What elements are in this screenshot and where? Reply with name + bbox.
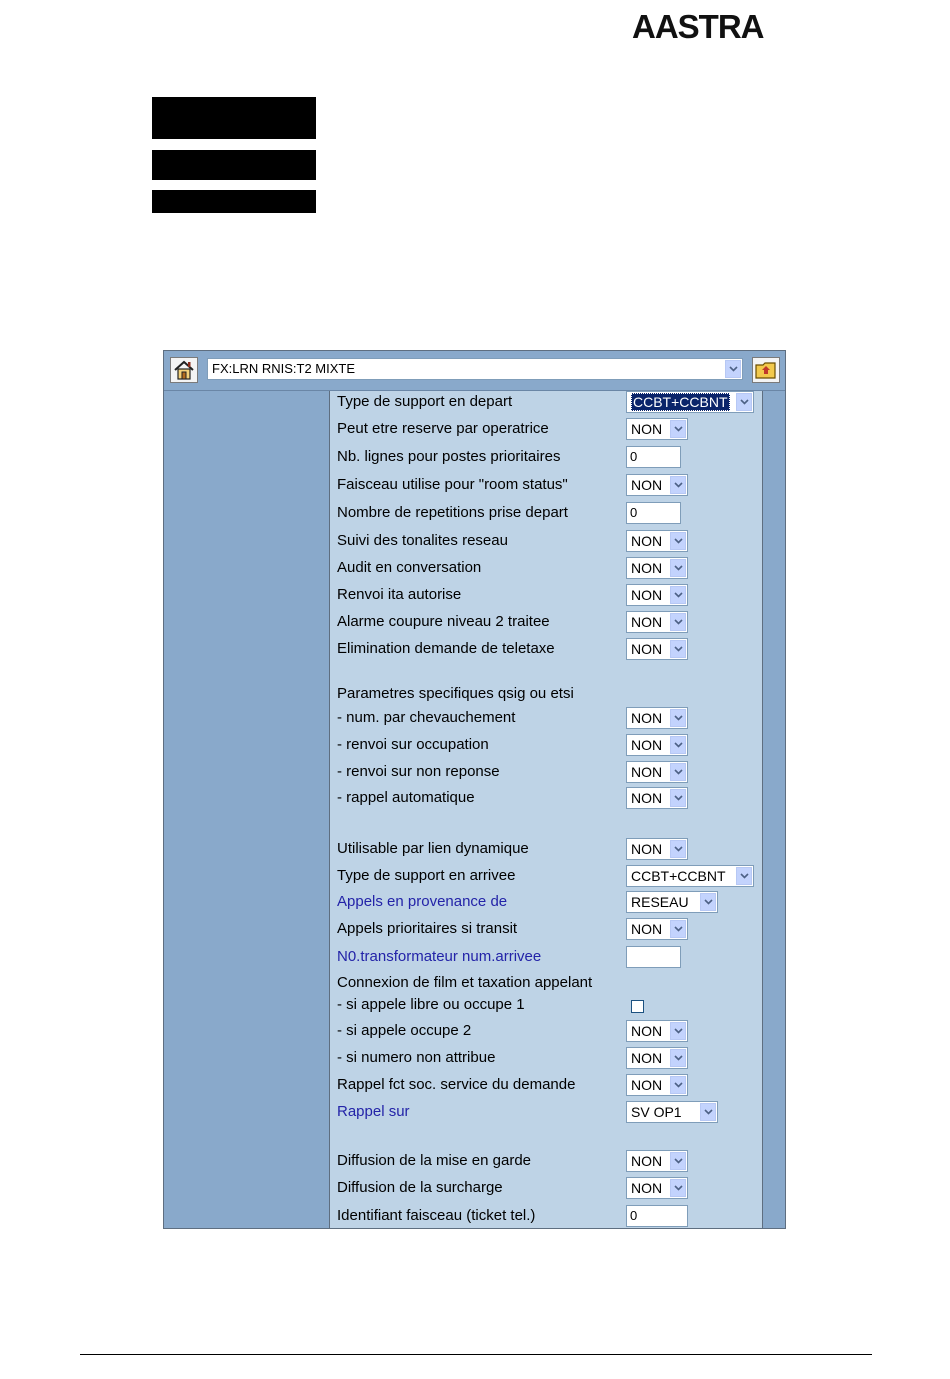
chevron-down-icon	[670, 920, 686, 938]
type-support-depart-select[interactable]: CCBT+CCBNT	[626, 391, 754, 413]
redacted-bar	[152, 190, 316, 213]
logo-text: AASTRA	[632, 8, 764, 45]
transformateur-link[interactable]: N0.transformateur num.arrivee	[337, 948, 542, 965]
row-label: Suivi des tonalites reseau	[337, 532, 508, 549]
chevron-down-icon	[670, 532, 686, 550]
audit-conversation-select[interactable]: NON	[626, 557, 688, 579]
chevron-down-icon	[670, 613, 686, 631]
row-label: Rappel fct soc. service du demande	[337, 1076, 576, 1093]
lien-dynamique-select[interactable]: NON	[626, 838, 688, 860]
row-label: - rappel automatique	[337, 789, 475, 806]
elimination-teletaxe-select[interactable]: NON	[626, 638, 688, 660]
chevron-down-icon	[670, 1049, 686, 1067]
room-status-select[interactable]: NON	[626, 474, 688, 496]
chevron-down-icon	[670, 789, 686, 807]
chevron-down-icon	[670, 476, 686, 494]
row-label: - si numero non attribue	[337, 1049, 496, 1066]
numero-non-attribue-select[interactable]: NON	[626, 1047, 688, 1069]
footer-divider	[80, 1354, 872, 1355]
path-select[interactable]	[207, 358, 743, 380]
home-icon	[171, 358, 197, 382]
row-label: Audit en conversation	[337, 559, 482, 576]
chevron-down-icon	[700, 1103, 716, 1121]
toolbar	[164, 351, 785, 391]
row-label: Nb. lignes pour postes prioritaires	[337, 448, 561, 465]
chevron-down-icon	[670, 709, 686, 727]
chevron-down-icon	[670, 1179, 686, 1197]
chevron-down-icon	[670, 736, 686, 754]
appele-occupe-select[interactable]: NON	[626, 1020, 688, 1042]
row-label: Identifiant faisceau (ticket tel.)	[337, 1207, 536, 1224]
row-label: Utilisable par lien dynamique	[337, 840, 529, 857]
type-support-arrivee-select[interactable]: CCBT+CCBNT	[626, 865, 754, 887]
row-label: Peut etre reserve par operatrice	[337, 420, 549, 437]
row-label: Diffusion de la mise en garde	[337, 1152, 532, 1169]
chevron-down-icon	[725, 360, 741, 378]
reserve-operatrice-select[interactable]: NON	[626, 418, 688, 440]
home-button[interactable]	[170, 357, 198, 383]
redacted-bar	[152, 97, 316, 139]
chevron-down-icon	[670, 1022, 686, 1040]
chevron-down-icon	[670, 1152, 686, 1170]
chevron-down-icon	[670, 586, 686, 604]
chevron-down-icon	[670, 640, 686, 658]
renvoi-occupation-select[interactable]: NON	[626, 734, 688, 756]
rappel-fct-soc-select[interactable]: NON	[626, 1074, 688, 1096]
rappel-sur-select[interactable]: SV OP1	[626, 1101, 718, 1123]
row-label: - si appele libre ou occupe 1	[337, 996, 525, 1013]
row-label: Diffusion de la surcharge	[337, 1179, 503, 1196]
row-label: Elimination demande de teletaxe	[337, 640, 555, 657]
row-label: - num. par chevauchement	[337, 709, 516, 726]
section-heading: Parametres specifiques qsig ou etsi	[337, 685, 574, 702]
folder-icon	[753, 358, 779, 382]
alarme-coupure-select[interactable]: NON	[626, 611, 688, 633]
mise-en-garde-select[interactable]: NON	[626, 1150, 688, 1172]
folder-button[interactable]	[752, 357, 780, 383]
chevron-down-icon	[670, 1076, 686, 1094]
row-label: Appels prioritaires si transit	[337, 920, 518, 937]
row-label: Faisceau utilise pour "room status"	[337, 476, 568, 493]
chevron-down-icon	[670, 763, 686, 781]
chevron-down-icon	[670, 840, 686, 858]
appels-provenance-link[interactable]: Appels en provenance de	[337, 893, 508, 910]
row-label: Alarme coupure niveau 2 traitee	[337, 613, 550, 630]
appels-prioritaires-select[interactable]: NON	[626, 918, 688, 940]
transformateur-input[interactable]	[626, 946, 681, 968]
renvoi-non-reponse-select[interactable]: NON	[626, 761, 688, 783]
row-label: Type de support en arrivee	[337, 867, 516, 884]
surcharge-select[interactable]: NON	[626, 1177, 688, 1199]
rappel-sur-link[interactable]: Rappel sur	[337, 1103, 410, 1120]
nb-lignes-input[interactable]: 0	[626, 446, 681, 468]
aastra-logo	[630, 8, 815, 48]
row-label: Renvoi ita autorise	[337, 586, 462, 603]
suivi-tonalites-select[interactable]: NON	[626, 530, 688, 552]
repetitions-input[interactable]: 0	[626, 502, 681, 524]
row-label: Type de support en depart	[337, 393, 513, 410]
renvoi-ita-select[interactable]: NON	[626, 584, 688, 606]
left-pane	[164, 391, 330, 1228]
config-window	[163, 350, 786, 1229]
row-label: - renvoi sur occupation	[337, 736, 489, 753]
right-pane	[762, 391, 785, 1228]
row-label: - renvoi sur non reponse	[337, 763, 500, 780]
chevron-down-icon	[736, 867, 752, 885]
rappel-automatique-select[interactable]: NON	[626, 787, 688, 809]
redacted-bar	[152, 150, 316, 180]
row-label: Nombre de repetitions prise depart	[337, 504, 568, 521]
chevron-down-icon	[670, 559, 686, 577]
appels-provenance-select[interactable]: RESEAU	[626, 891, 718, 913]
path-value: FX:LRN RNIS:T2 MIXTE	[212, 361, 356, 376]
num-chevauchement-select[interactable]: NON	[626, 707, 688, 729]
appele-libre-checkbox[interactable]	[631, 1000, 644, 1013]
section-heading: Connexion de film et taxation appelant	[337, 974, 593, 991]
chevron-down-icon	[700, 893, 716, 911]
chevron-down-icon	[736, 393, 752, 411]
row-label: - si appele occupe 2	[337, 1022, 472, 1039]
identifiant-faisceau-input[interactable]: 0	[626, 1205, 688, 1227]
chevron-down-icon	[670, 420, 686, 438]
